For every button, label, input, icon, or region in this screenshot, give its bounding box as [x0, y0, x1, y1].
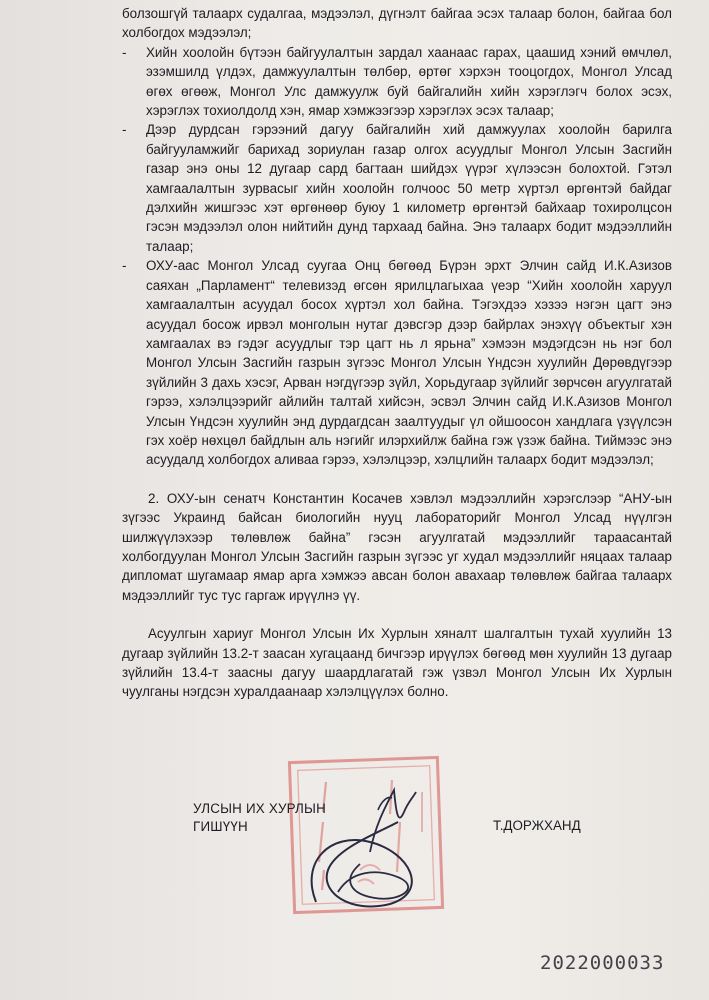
signatory-title [193, 800, 326, 836]
bullet-mark: - [122, 258, 127, 274]
document-body [122, 4, 672, 702]
signatory-title-line1: УЛСЫН ИХ ХУРЛЫН [193, 801, 326, 816]
paragraph-3: Асуулгын хариуг Монгол Улсын Их Хурлын хяналт шалгалтын тухай хуулийн 13 дугаар зүйлийн 13.2-т заасан хугацаанд бичгээр ирүүлэх бөгөөд мөн хуулийн 13 дугаар зүйлийн 13.4-т заасны дагуу шаардлагатай гэж үзвэл Монгол Улсын Их Хурлын чуулганы нэгдсэн хуралдаанаар хэлэлцүүлэх болно. [122, 626, 672, 700]
bullet-item [122, 120, 672, 256]
intro-text: болзошгүй талаарх судалгаа, мэдээлэл, дүгнэлт байгаа эсэх талаар болон, байгаа бол холбогдох мэдээлэл; [122, 6, 672, 41]
bullet-mark: - [122, 122, 127, 138]
bullet-text: Дээр дурдсан гэрээний дагуу байгалийн хий дамжуулах хоолойн барилга байгууламжийг барихад зориулан газар олгох асуудлыг Монгол Улсын Засгийн газар энэ оны 12 дугаар сард багтаан шийдэх үүрэг хүлээсэн болохтой. Гэтэл хамгаалалтын зурвасыг хийн хоолойн голчоос 50 метр хүртэл өргөнтэй байдаг дэлхийн жишгээс хэт өргөнөөр буюу 1 километр өргөнтэй байхаар тохиролцсон гэсэн мэдээлэл олон нийтийн дунд тархаад байна. Энэ талаарх бодит мэдээллийн талаар; [146, 122, 672, 254]
bullet-text: ОХУ-аас Монгол Улсад суугаа Онц бөгөөд Бүрэн эрхт Элчин сайд И.К.Азизов саяхан „Парламент“ телевизэд өгсөн ярилцлагыхаа үеэр “Хийн хоолойн харуул хамгаалалтын асуудал босох хүртэл хол байна. Тэгэхдээ хэзээ нэгэн цагт энэ асуудал босож ирвэл монголын нутаг дэвсгэр дээр байрлах энэхүү объектыг хэн хамгаалах вэ гэдэг асуудлыг тэр цагт нь л ярьна” хэмээн мэдэгдсэн нь нэг бол Монгол Улсын Засгийн газрын зүгээс Монгол Улсын Үндсэн хуулийн Дөрөвдүгээр зүйлийн 3 дахь хэсэг, Арван нэгдүгээр зүйл, Хорьдугаар зүйлийг зөрчсөн агуулгатай гэрээ, хэлэлцээрийг айлийн талтай хийсэн, эсвэл Элчин сайд И.К.Азизов Монгол Улсын Үндсэн хуулийн энд дурдагдсан заалтуудыг үл ойшоосон хандлага үзүүлсэн гэх хоёр нөхцөл байдлын аль нэгийг илэрхийлж байна гэж үзэж байна. Тиймээс энэ асуудалд холбогдох аливаа гэрээ, хэлэлцээр, хэлцлийн талаарх бодит мэдээлэл; [146, 258, 672, 468]
signatory-title-line2: ГИШҮҮН [193, 819, 248, 834]
registration-number: 2022000033 [540, 952, 665, 974]
bullet-item [122, 256, 672, 469]
handwritten-signature [312, 790, 416, 906]
bullet-text: Хийн хоолойн бүтээн байгуулалтын зардал хаанаас гарах, цаашид хэний өмчлөл, эзэмшилд үлдэх, дамжуулалтын төлбөр, өртөг хэрхэн тооцогдох, Монгол Улсад өгөх өгөөж, Монгол Улс дамжуулж буй байгалийн хийн хэрэглэгч болох эсэх, хэрэглэх тохиолдолд хэн, ямар хэмжээгээр хэрэглэх эсэх талаар; [146, 44, 672, 119]
bullet-mark: - [122, 44, 127, 60]
paragraph-2: 2. ОХУ-ын сенатч Константин Косачев хэвлэл мэдээллийн хэрэгслээр “АНУ-ын зүгээс Украинд байсан биологийн нууц лабораторийг Монгол Улсад нүүлгэн шилжүүлэхээр төлөвлөж байна” гэсэн агуулгатай мэдээллийг тараасантай холбогдуулан Монгол Улсын Засгийн газрын зүгээс уг худал мэдээллийг няцаах талаар дипломат шугамаар ямар арга хэмжээ авсан болон авахаар төлөвлөж байгаа талаарх мэдээллийг тус тус гаргаж ирүүлнэ үү. [122, 490, 672, 603]
bullet-item [122, 43, 672, 121]
signatory-name: Т.ДОРЖХАНД [493, 818, 581, 833]
